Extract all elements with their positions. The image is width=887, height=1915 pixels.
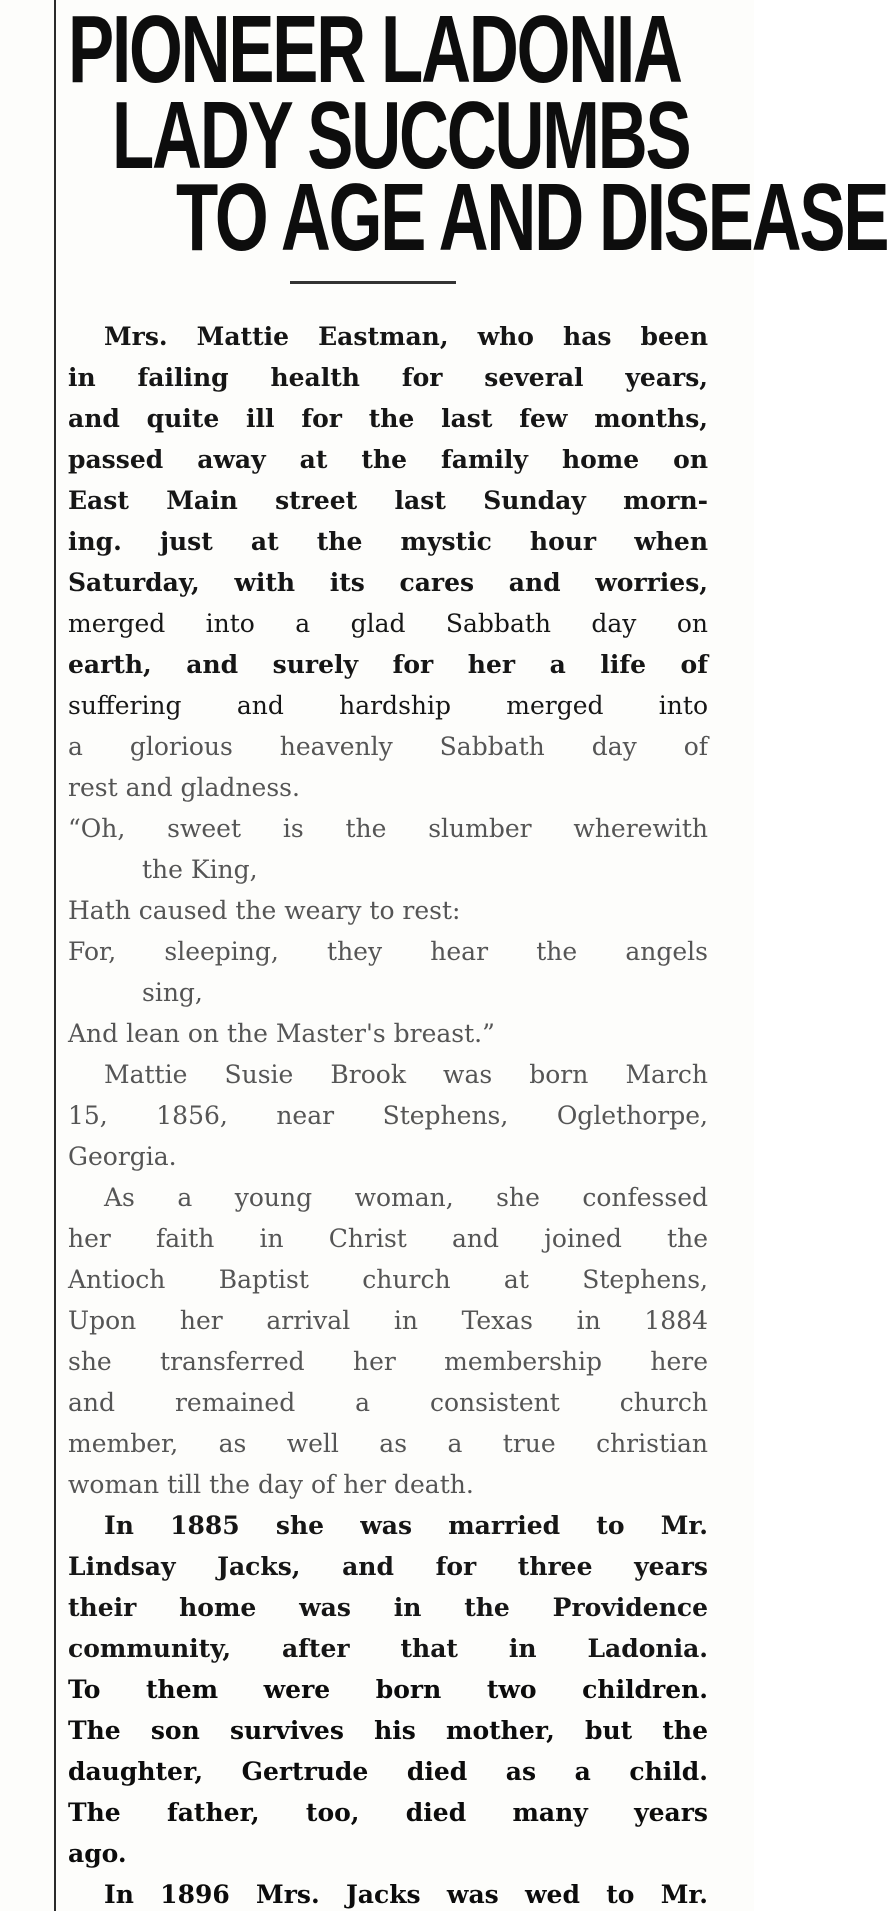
headline-divider: [290, 281, 456, 284]
article-line: Lindsay Jacks, and for three years: [68, 1552, 708, 1581]
article-line: community, after that in Ladonia.: [68, 1634, 708, 1663]
article-line: ing. just at the mystic hour when: [68, 527, 708, 556]
article-line: The father, too, died many years: [68, 1798, 708, 1827]
article-line: woman till the day of her death.: [68, 1470, 474, 1499]
article-line: the King,: [142, 855, 258, 884]
headline-line-3: TO AGE AND DISEASE: [176, 164, 887, 271]
article-line: The son survives his mother, but the: [68, 1716, 708, 1745]
article-line: in failing health for several years,: [68, 363, 708, 392]
article-line: Mattie Susie Brook was born March: [104, 1060, 708, 1089]
article-line: For, sleeping, they hear the angels: [68, 937, 708, 966]
article-line: In 1896 Mrs. Jacks was wed to Mr.: [104, 1880, 708, 1909]
article-line: she transferred her membership here: [68, 1347, 708, 1376]
article-line: As a young woman, she confessed: [104, 1183, 708, 1212]
article-line: earth, and surely for her a life of: [68, 650, 708, 679]
article-line: Saturday, with its cares and worries,: [68, 568, 708, 597]
article-line: Hath caused the weary to rest:: [68, 896, 461, 925]
headline-line-1: PIONEER LADONIA: [68, 0, 681, 103]
article-line: Antioch Baptist church at Stephens,: [68, 1265, 708, 1294]
article-line: daughter, Gertrude died as a child.: [68, 1757, 708, 1786]
column-rule: [54, 0, 56, 1911]
article-line: a glorious heavenly Sabbath day of: [68, 732, 708, 761]
headline-line-2: LADY SUCCUMBS: [112, 82, 690, 189]
article-line: Mrs. Mattie Eastman, who has been: [104, 322, 708, 351]
article-line: member, as well as a true christian: [68, 1429, 708, 1458]
article-line: “Oh, sweet is the slumber wherewith: [68, 814, 708, 843]
article-line: 15, 1856, near Stephens, Oglethorpe,: [68, 1101, 708, 1130]
article-line: sing,: [142, 978, 203, 1007]
article-line: Georgia.: [68, 1142, 177, 1171]
article-line: their home was in the Providence: [68, 1593, 708, 1622]
article-line: And lean on the Master's breast.”: [68, 1019, 495, 1048]
article-line: and remained a consistent church: [68, 1388, 708, 1417]
article-line: East Main street last Sunday morn-: [68, 486, 708, 515]
article-body: [68, 316, 708, 1915]
article-line: rest and gladness.: [68, 773, 300, 802]
article-line: passed away at the family home on: [68, 445, 708, 474]
article-line: ago.: [68, 1839, 127, 1868]
article-line: her faith in Christ and joined the: [68, 1224, 708, 1253]
article-line: Upon her arrival in Texas in 1884: [68, 1306, 708, 1335]
article-line: In 1885 she was married to Mr.: [104, 1511, 708, 1540]
article-line: merged into a glad Sabbath day on: [68, 609, 708, 638]
article-line: To them were born two children.: [68, 1675, 708, 1704]
article-line: suffering and hardship merged into: [68, 691, 708, 720]
article-line: and quite ill for the last few months,: [68, 404, 708, 433]
